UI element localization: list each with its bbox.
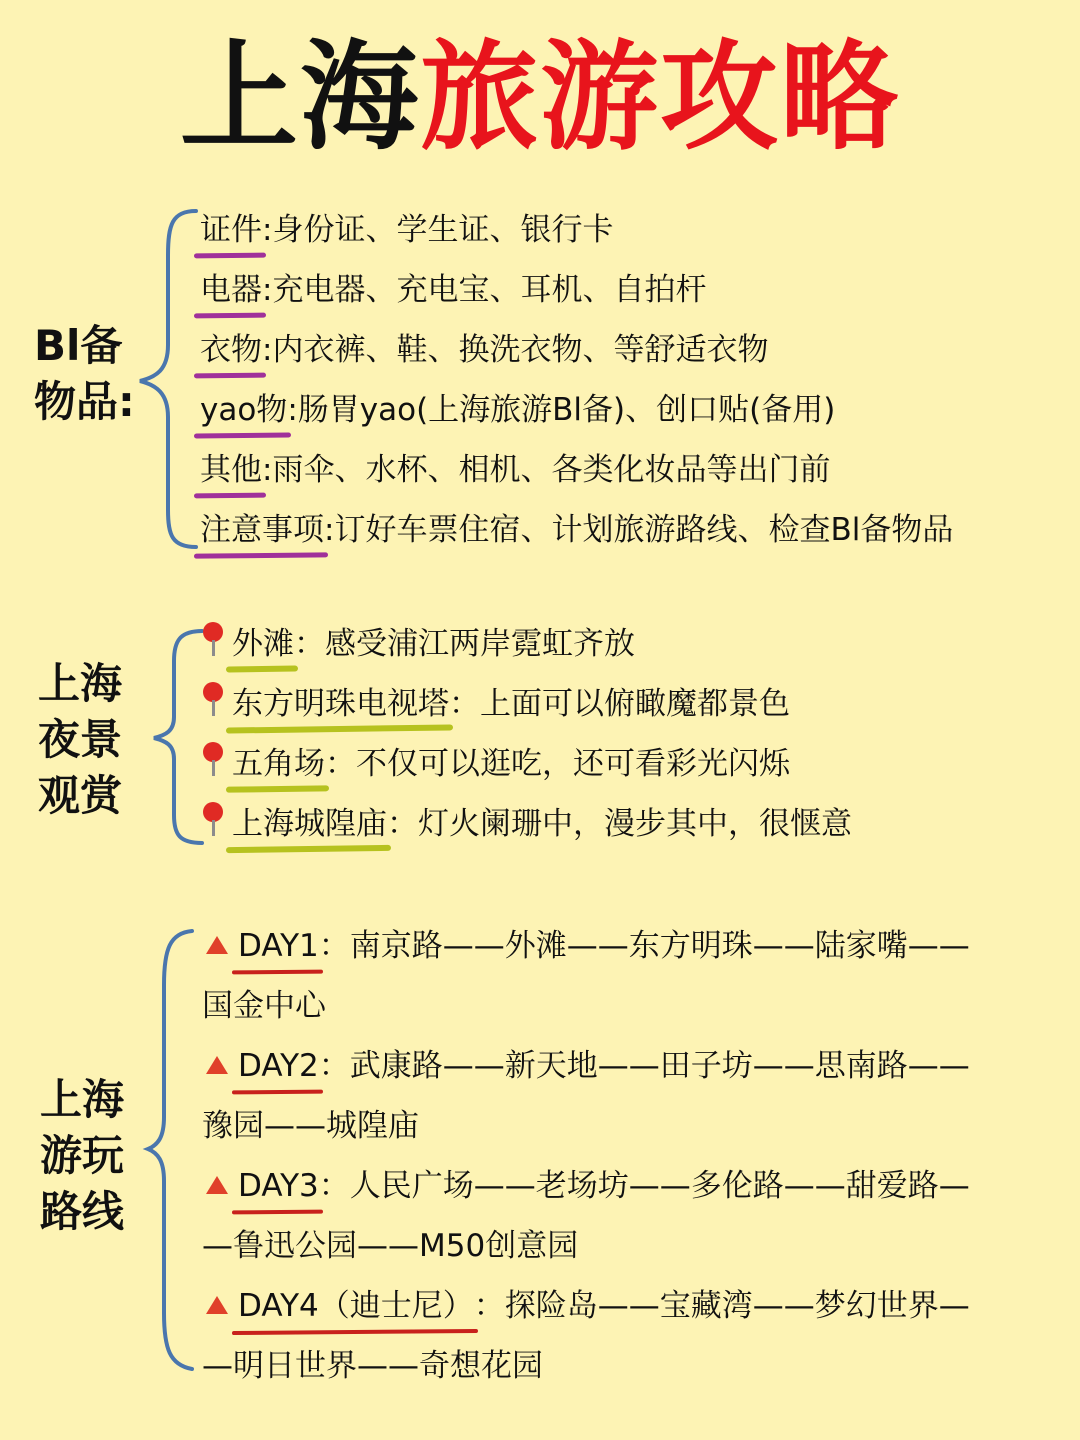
- red-triangle-icon: [206, 936, 228, 954]
- packing-item-key: 注意事项: [200, 510, 324, 550]
- packing-item: [200, 510, 953, 550]
- underline: [232, 970, 323, 975]
- route-item-continuation: —明日世界——奇想花园: [202, 1348, 543, 1384]
- underline: [232, 1210, 323, 1215]
- underline: [194, 313, 266, 319]
- underline: [232, 1329, 478, 1335]
- packing-item: [200, 330, 768, 370]
- night-item: [200, 682, 790, 724]
- night-item-key: 东方明珠电视塔: [232, 684, 449, 724]
- red-triangle-icon: [206, 1296, 228, 1314]
- underline: [226, 724, 453, 733]
- route-item: [200, 926, 970, 966]
- night-item-key: 五角场: [232, 744, 325, 784]
- underline: [226, 845, 391, 853]
- night-item-key: 上海城隍庙: [232, 804, 387, 844]
- packing-item-key: 证件: [200, 210, 262, 250]
- packing-item-text: :肠胃yao(上海旅游Bl备)、创口贴(备用): [287, 392, 836, 428]
- night-label: [38, 656, 122, 824]
- underline: [232, 1090, 323, 1095]
- night-label-line1: 上海: [38, 659, 123, 708]
- underline: [194, 373, 266, 379]
- packing-item-key: 电器: [200, 270, 262, 310]
- packing-item-key: yao物: [200, 390, 287, 430]
- route-day-key: DAY4（迪士尼）: [238, 1286, 474, 1326]
- route-item-continuation: —鲁迅公园——M50创意园: [202, 1228, 579, 1264]
- underline: [194, 552, 328, 558]
- route-line1: ：探险岛——宝藏湾——梦幻世界—: [473, 1288, 970, 1324]
- title-part2: 旅游攻略: [420, 28, 901, 166]
- packing-item: [200, 270, 706, 310]
- night-item-key: 外滩: [232, 624, 294, 664]
- red-triangle-icon: [206, 1056, 228, 1074]
- round-pushpin-icon: [200, 742, 226, 778]
- packing-item-text: :雨伞、水杯、相机、各类化妆品等出门前: [262, 452, 831, 488]
- route-day-key: DAY3: [238, 1166, 319, 1206]
- packing-item-text: :内衣裤、鞋、换洗衣物、等舒适衣物: [262, 332, 769, 368]
- underline: [194, 493, 266, 499]
- packing-item: [200, 450, 830, 490]
- night-label-line2: 夜景: [38, 715, 123, 764]
- route-line1: ：武康路——新天地——田子坊——思南路——: [318, 1048, 970, 1084]
- routes-label: [40, 1072, 124, 1240]
- night-item-text: ：不仅可以逛吃，还可看彩光闪烁: [325, 746, 790, 782]
- packing-label-line2: 物品:: [34, 377, 135, 426]
- red-triangle-icon: [206, 1176, 228, 1194]
- packing-item-text: :订好车票住宿、计划旅游路线、检查Bl备物品: [324, 512, 954, 548]
- underline: [194, 432, 291, 438]
- underline: [226, 665, 298, 672]
- route-item-continuation: 豫园——城隍庙: [202, 1108, 419, 1144]
- packing-item-text: :身份证、学生证、银行卡: [262, 212, 614, 248]
- night-item: [200, 802, 852, 844]
- packing-item: [200, 390, 835, 430]
- route-item: [200, 1286, 970, 1326]
- routes-label-line3: 路线: [40, 1187, 125, 1236]
- underline: [194, 253, 266, 259]
- packing-item: [200, 210, 613, 250]
- title-part1: 上海: [179, 28, 420, 166]
- night-item: [200, 622, 635, 664]
- night-item: [200, 742, 790, 784]
- packing-label-line1: Bl备: [34, 321, 123, 370]
- night-item-text: ：上面可以俯瞰魔都景色: [449, 686, 790, 722]
- routes-label-line2: 游玩: [40, 1131, 125, 1180]
- night-item-text: ：感受浦江两岸霓虹齐放: [294, 626, 635, 662]
- night-label-line3: 观赏: [38, 771, 123, 820]
- page-title: [0, 22, 1080, 172]
- packing-item-key: 其他: [200, 450, 262, 490]
- packing-label: [34, 318, 135, 430]
- underline: [226, 785, 329, 792]
- route-item: [200, 1046, 970, 1086]
- packing-item-text: :充电器、充电宝、耳机、自拍杆: [262, 272, 707, 308]
- round-pushpin-icon: [200, 802, 226, 838]
- routes-label-line1: 上海: [40, 1075, 125, 1124]
- route-day-key: DAY2: [238, 1046, 319, 1086]
- packing-item-key: 衣物: [200, 330, 262, 370]
- route-line1: ：人民广场——老场坊——多伦路——甜爱路—: [318, 1168, 970, 1204]
- route-item: [200, 1166, 970, 1206]
- round-pushpin-icon: [200, 622, 226, 658]
- night-item-text: ：灯火阑珊中，漫步其中，很惬意: [387, 806, 852, 842]
- round-pushpin-icon: [200, 682, 226, 718]
- route-line1: ：南京路——外滩——东方明珠——陆家嘴——: [318, 928, 970, 964]
- route-item-continuation: 国金中心: [202, 988, 326, 1024]
- route-day-key: DAY1: [238, 926, 319, 966]
